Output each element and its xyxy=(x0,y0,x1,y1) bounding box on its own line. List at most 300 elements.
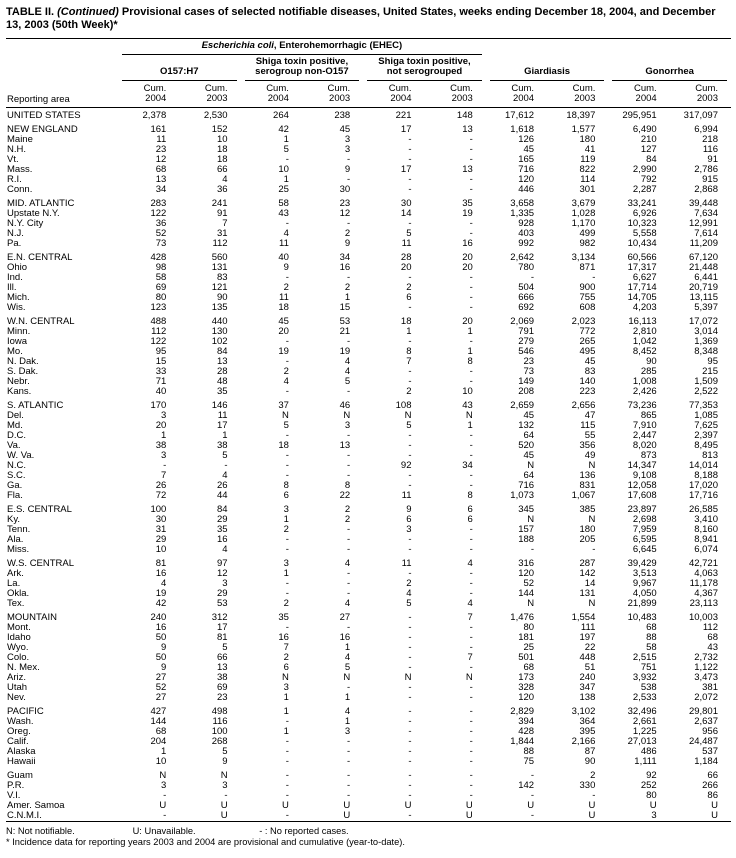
value-cell: U xyxy=(711,810,718,821)
value-cell: 2,426 xyxy=(632,386,657,397)
value-cell: - xyxy=(469,450,473,461)
value-cell: 356 xyxy=(579,440,596,451)
value-cell: 16 xyxy=(155,568,167,579)
value-cell: 17,317 xyxy=(627,262,657,273)
value-cell: 1 xyxy=(161,430,167,441)
value-cell: 6,926 xyxy=(632,208,657,219)
value-cell: 4 xyxy=(344,366,351,377)
value-cell: 1 xyxy=(283,706,289,717)
shiga-notserogrouped-label xyxy=(367,55,482,81)
value-cell: 9 xyxy=(222,756,228,767)
area-cell: UNITED STATES xyxy=(7,109,81,121)
o157-label: O157:H7 xyxy=(122,65,237,81)
value-cell: 2 xyxy=(590,770,596,781)
header-row-groups xyxy=(6,39,731,55)
value-cell: 10,323 xyxy=(627,218,657,229)
value-cell: 16 xyxy=(339,632,351,643)
value-cell: 4 xyxy=(406,588,412,599)
value-cell: 6,627 xyxy=(632,272,657,283)
cum-year-header xyxy=(241,81,302,108)
value-cell: 873 xyxy=(640,450,657,461)
value-cell: 264 xyxy=(273,109,289,121)
value-cell: 11 xyxy=(401,558,412,569)
value-cell: - xyxy=(408,612,412,623)
value-cell: 8 xyxy=(283,480,289,491)
value-cell: N xyxy=(282,410,289,421)
value-cell: - xyxy=(163,460,167,471)
table-row xyxy=(6,683,731,693)
table-row xyxy=(6,613,731,623)
value-cell: 7,634 xyxy=(694,208,718,219)
value-cell: 24,487 xyxy=(688,736,718,747)
area-cell: Wyo. xyxy=(7,642,29,653)
value-cell: - xyxy=(347,534,351,545)
value-cell: 4 xyxy=(222,544,228,555)
value-cell: 68 xyxy=(155,164,167,175)
value-cell: 666 xyxy=(518,292,535,303)
value-cell: 9 xyxy=(406,504,412,515)
value-cell: 6 xyxy=(406,292,412,303)
area-cell: S.C. xyxy=(7,470,26,481)
value-cell: 7,625 xyxy=(694,420,718,431)
value-cell: 25 xyxy=(523,642,535,653)
value-cell: 2 xyxy=(406,386,412,397)
value-cell: N xyxy=(343,410,351,421)
value-cell: 83 xyxy=(584,366,596,377)
value-cell: 17,608 xyxy=(627,490,657,501)
table-row xyxy=(6,145,731,155)
value-cell: 20 xyxy=(462,262,473,273)
table-row xyxy=(6,481,731,491)
value-cell: - xyxy=(163,790,167,801)
value-cell: 3 xyxy=(161,780,167,791)
table-row xyxy=(6,317,731,327)
value-cell: 11 xyxy=(279,238,289,249)
value-cell: 87 xyxy=(584,746,596,757)
value-cell: - xyxy=(347,770,351,781)
value-cell: 6,595 xyxy=(632,534,657,545)
value-cell: - xyxy=(469,174,473,185)
value-cell: 7 xyxy=(222,218,228,229)
value-cell: 992 xyxy=(518,238,535,249)
value-cell: 188 xyxy=(518,534,535,545)
value-cell: 5,397 xyxy=(694,302,718,313)
value-cell: 4 xyxy=(467,558,473,569)
value-cell: 218 xyxy=(702,134,718,145)
value-cell: 18 xyxy=(400,316,412,327)
value-cell: 181 xyxy=(518,632,535,643)
table-row xyxy=(6,165,731,175)
value-cell: 36 xyxy=(155,218,167,229)
value-cell: 97 xyxy=(217,558,228,569)
value-cell: U xyxy=(711,800,718,811)
area-cell: NEW ENGLAND xyxy=(7,124,78,135)
value-cell: 7 xyxy=(467,612,473,623)
value-cell: - xyxy=(469,480,473,491)
year-label: 2003 xyxy=(451,93,473,104)
value-cell: - xyxy=(347,568,351,579)
value-cell: 98 xyxy=(155,262,167,273)
value-cell: 1,184 xyxy=(694,756,718,767)
value-cell: 7,959 xyxy=(632,524,657,535)
value-cell: - xyxy=(285,622,289,633)
value-cell: 2 xyxy=(283,652,289,663)
value-cell: - xyxy=(408,430,412,441)
area-cell: La. xyxy=(7,578,21,589)
value-cell: 35 xyxy=(462,198,473,209)
value-cell: 1 xyxy=(467,420,473,431)
value-cell: 27 xyxy=(339,612,351,623)
value-cell: - xyxy=(408,376,412,387)
value-cell: 4 xyxy=(222,470,228,481)
value-cell: 35 xyxy=(217,524,228,535)
value-cell: 28 xyxy=(400,252,412,263)
value-cell: - xyxy=(408,682,412,693)
value-cell: 64 xyxy=(523,470,535,481)
value-cell: 3 xyxy=(344,144,351,155)
value-cell: 11 xyxy=(217,410,228,421)
value-cell: - xyxy=(347,588,351,599)
value-cell: 84 xyxy=(646,154,657,165)
value-cell: - xyxy=(469,632,473,643)
value-cell: 126 xyxy=(518,134,535,145)
value-cell: 504 xyxy=(518,282,535,293)
value-cell: - xyxy=(469,282,473,293)
area-cell: Oreg. xyxy=(7,726,31,737)
value-cell: 112 xyxy=(702,622,718,633)
value-cell: 6,994 xyxy=(694,124,718,135)
table-body xyxy=(6,107,731,821)
value-cell: - xyxy=(469,578,473,589)
value-cell: 2 xyxy=(344,282,351,293)
value-cell: U xyxy=(159,800,167,811)
value-cell: - xyxy=(469,154,473,165)
value-cell: 2 xyxy=(283,524,289,535)
legend-no-reported-cases: - : No reported cases. xyxy=(259,825,349,836)
value-cell: 27 xyxy=(155,672,167,683)
value-cell: 6,645 xyxy=(632,544,657,555)
value-cell: 3 xyxy=(344,134,351,145)
value-cell: 108 xyxy=(395,400,412,411)
value-cell: - xyxy=(469,218,473,229)
value-cell: 180 xyxy=(579,524,596,535)
value-cell: 23 xyxy=(155,144,167,155)
value-cell: 240 xyxy=(150,612,167,623)
value-cell: 68 xyxy=(523,662,535,673)
value-cell: 21,448 xyxy=(688,262,718,273)
value-cell: U xyxy=(527,800,535,811)
value-cell: 9,967 xyxy=(632,578,657,589)
value-cell: 3 xyxy=(344,420,351,431)
value-cell: 142 xyxy=(518,780,535,791)
value-cell: 560 xyxy=(211,252,228,263)
value-cell: 69 xyxy=(217,682,228,693)
value-cell: 8,452 xyxy=(632,346,657,357)
value-cell: 791 xyxy=(518,326,535,337)
cum-year-header xyxy=(363,81,424,108)
value-cell: - xyxy=(408,756,412,767)
value-cell: 2 xyxy=(406,282,412,293)
value-cell: 7 xyxy=(283,642,289,653)
value-cell: - xyxy=(408,154,412,165)
cum-label: Cum. xyxy=(633,82,657,94)
table-row xyxy=(6,387,731,397)
value-cell: 1 xyxy=(283,174,289,185)
value-cell: 7 xyxy=(161,470,167,481)
area-cell: Ga. xyxy=(7,480,23,491)
value-cell: 3,102 xyxy=(571,706,596,717)
value-cell: 31 xyxy=(155,524,167,535)
value-cell: - xyxy=(469,272,473,283)
value-cell: 122 xyxy=(150,208,167,219)
value-cell: - xyxy=(469,692,473,703)
area-cell: MID. ATLANTIC xyxy=(7,198,75,209)
value-cell: - xyxy=(469,376,473,387)
value-cell: 29 xyxy=(155,534,167,545)
value-cell: 428 xyxy=(150,252,167,263)
value-cell: - xyxy=(347,736,351,747)
value-cell: 1,225 xyxy=(632,726,657,737)
value-cell: 112 xyxy=(212,238,228,249)
value-cell: 34 xyxy=(155,184,167,195)
area-cell: Upstate N.Y. xyxy=(7,208,60,219)
value-cell: 1,170 xyxy=(571,218,596,229)
value-cell: 428 xyxy=(518,726,535,737)
value-cell: 4,050 xyxy=(632,588,657,599)
value-cell: 9 xyxy=(161,662,167,673)
value-cell: 173 xyxy=(518,672,535,683)
value-cell: 20 xyxy=(462,316,473,327)
value-cell: 5 xyxy=(222,746,228,757)
area-cell: P.R. xyxy=(7,780,25,791)
value-cell: 39,448 xyxy=(688,198,718,209)
value-cell: 2,072 xyxy=(694,692,718,703)
value-cell: 27 xyxy=(155,692,167,703)
value-cell: 18 xyxy=(278,302,289,313)
value-cell: 170 xyxy=(150,400,167,411)
value-cell: - xyxy=(469,534,473,545)
value-cell: 2,533 xyxy=(632,692,657,703)
table-row xyxy=(6,337,731,347)
area-cell: N.J. xyxy=(7,228,24,239)
value-cell: 2,447 xyxy=(632,430,657,441)
area-cell: Minn. xyxy=(7,326,31,337)
value-cell: 8 xyxy=(406,346,412,357)
value-cell: - xyxy=(469,736,473,747)
value-cell: 6,074 xyxy=(694,544,718,555)
area-cell: N.Y. City xyxy=(7,218,44,229)
value-cell: 45 xyxy=(523,410,535,421)
value-cell: 136 xyxy=(579,470,596,481)
value-cell: 3 xyxy=(222,578,228,589)
value-cell: 13 xyxy=(217,356,228,367)
value-cell: 9 xyxy=(283,262,289,273)
value-cell: 1,618 xyxy=(510,124,535,135)
area-cell: Utah xyxy=(7,682,28,693)
shiga-notserogrouped-line1: Shiga toxin positive, xyxy=(378,55,471,67)
value-cell: - xyxy=(530,810,535,821)
value-cell: 33,241 xyxy=(627,198,657,209)
gonorrhea-header xyxy=(608,39,731,81)
area-cell: Maine xyxy=(7,134,33,145)
value-cell: 26 xyxy=(155,480,167,491)
value-cell: - xyxy=(408,144,412,155)
value-cell: 115 xyxy=(580,420,596,431)
value-cell: 10 xyxy=(155,756,167,767)
value-cell: N xyxy=(588,460,596,471)
area-cell: Nev. xyxy=(7,692,26,703)
value-cell: 3,679 xyxy=(571,198,596,209)
value-cell: 71 xyxy=(155,376,167,387)
value-cell: 4,203 xyxy=(632,302,657,313)
value-cell: 4 xyxy=(344,706,351,717)
value-cell: 120 xyxy=(518,692,535,703)
value-cell: - xyxy=(469,336,473,347)
value-cell: 2 xyxy=(283,598,289,609)
area-cell: Guam xyxy=(7,770,33,781)
value-cell: - xyxy=(408,450,412,461)
value-cell: 13 xyxy=(462,164,473,175)
value-cell: 328 xyxy=(518,682,535,693)
value-cell: 4 xyxy=(283,228,289,239)
value-cell: - xyxy=(285,356,289,367)
value-cell: - xyxy=(163,810,167,821)
value-cell: 83 xyxy=(217,272,228,283)
value-cell: 2,397 xyxy=(694,430,718,441)
value-cell: 69 xyxy=(155,282,167,293)
cum-label: Cum. xyxy=(143,82,167,94)
area-cell: W.N. CENTRAL xyxy=(7,316,75,327)
value-cell: 17,612 xyxy=(505,109,535,121)
value-cell: - xyxy=(408,218,412,229)
value-cell: 38 xyxy=(217,672,228,683)
value-cell: 58 xyxy=(155,272,167,283)
value-cell: - xyxy=(469,568,473,579)
value-cell: 8,020 xyxy=(632,440,657,451)
value-cell: - xyxy=(285,716,289,727)
value-cell: 5 xyxy=(344,662,351,673)
value-cell: 120 xyxy=(518,174,535,185)
value-cell: 10,483 xyxy=(627,612,657,623)
value-cell: 2,829 xyxy=(510,706,535,717)
value-cell: 395 xyxy=(579,726,596,737)
value-cell: 14 xyxy=(584,578,596,589)
value-cell: 100 xyxy=(150,504,167,515)
value-cell: - xyxy=(285,450,289,461)
value-cell: 792 xyxy=(640,174,657,185)
value-cell: 52 xyxy=(155,682,167,693)
value-cell: 13 xyxy=(155,174,167,185)
value-cell: 50 xyxy=(155,632,167,643)
value-cell: 68 xyxy=(646,622,657,633)
value-cell: 42 xyxy=(278,124,289,135)
value-cell: 45 xyxy=(278,316,289,327)
shiga-serogroup-line2: serogroup non-O157 xyxy=(255,66,349,77)
value-cell: 81 xyxy=(217,632,228,643)
value-cell: 16 xyxy=(278,632,289,643)
value-cell: 18 xyxy=(278,440,289,451)
value-cell: - xyxy=(285,154,289,165)
value-cell: - xyxy=(347,430,351,441)
value-cell: - xyxy=(285,790,289,801)
value-cell: - xyxy=(224,460,228,471)
incidence-note: * Incidence data for reporting years 2003 and 2004 are provisional and cumulative (year-to-date). xyxy=(6,837,405,847)
area-cell: Wis. xyxy=(7,302,26,313)
value-cell: 751 xyxy=(640,662,657,673)
value-cell: 403 xyxy=(518,228,535,239)
value-cell: 1,067 xyxy=(571,490,596,501)
table-number: TABLE II. xyxy=(6,6,55,18)
value-cell: - xyxy=(469,292,473,303)
value-cell: - xyxy=(285,534,289,545)
value-cell: 3 xyxy=(283,504,289,515)
value-cell: 40 xyxy=(278,252,289,263)
value-cell: 90 xyxy=(584,756,596,767)
value-cell: 19 xyxy=(155,588,167,599)
value-cell: 240 xyxy=(579,672,596,683)
value-cell: 17,020 xyxy=(688,480,718,491)
table-row xyxy=(6,441,731,451)
value-cell: 43 xyxy=(278,208,289,219)
cum-year-header xyxy=(670,81,731,108)
area-cell: V.I. xyxy=(7,790,21,801)
value-cell: - xyxy=(408,726,412,737)
value-cell: - xyxy=(285,770,289,781)
legend-line xyxy=(6,826,731,838)
value-cell: 4 xyxy=(344,356,351,367)
value-cell: 92 xyxy=(646,770,657,781)
value-cell: 330 xyxy=(579,780,596,791)
value-cell: 317,097 xyxy=(683,109,718,121)
table-row xyxy=(6,569,731,579)
value-cell: 10 xyxy=(155,544,167,555)
value-cell: 14,014 xyxy=(688,460,718,471)
value-cell: 537 xyxy=(702,746,718,757)
value-cell: 20,719 xyxy=(688,282,718,293)
value-cell: - xyxy=(408,692,412,703)
value-cell: 2 xyxy=(283,366,289,377)
value-cell: 4 xyxy=(344,558,351,569)
value-cell: U xyxy=(404,800,412,811)
value-cell: 146 xyxy=(211,400,228,411)
value-cell: 2 xyxy=(344,514,351,525)
value-cell: 427 xyxy=(150,706,167,717)
value-cell: 538 xyxy=(640,682,657,693)
shiga-serogroup-label xyxy=(245,55,360,81)
table-row xyxy=(6,273,731,283)
table-row xyxy=(6,781,731,791)
table-row xyxy=(6,461,731,471)
value-cell: 23,897 xyxy=(627,504,657,515)
value-cell: 17 xyxy=(217,420,228,431)
value-cell: - xyxy=(285,544,289,555)
value-cell: 394 xyxy=(518,716,535,727)
value-cell: 8,160 xyxy=(694,524,718,535)
area-cell: Tex. xyxy=(7,598,25,609)
value-cell: - xyxy=(408,440,412,451)
value-cell: 6 xyxy=(283,490,289,501)
value-cell: 21,899 xyxy=(627,598,657,609)
value-cell: 9 xyxy=(161,642,167,653)
table-row xyxy=(6,771,731,781)
value-cell: 268 xyxy=(211,736,228,747)
table-row xyxy=(6,347,731,357)
value-cell: 180 xyxy=(579,134,596,145)
value-cell: 215 xyxy=(702,366,718,377)
value-cell: 6 xyxy=(283,662,289,673)
value-cell: 39,429 xyxy=(627,558,657,569)
value-cell: 364 xyxy=(579,716,596,727)
